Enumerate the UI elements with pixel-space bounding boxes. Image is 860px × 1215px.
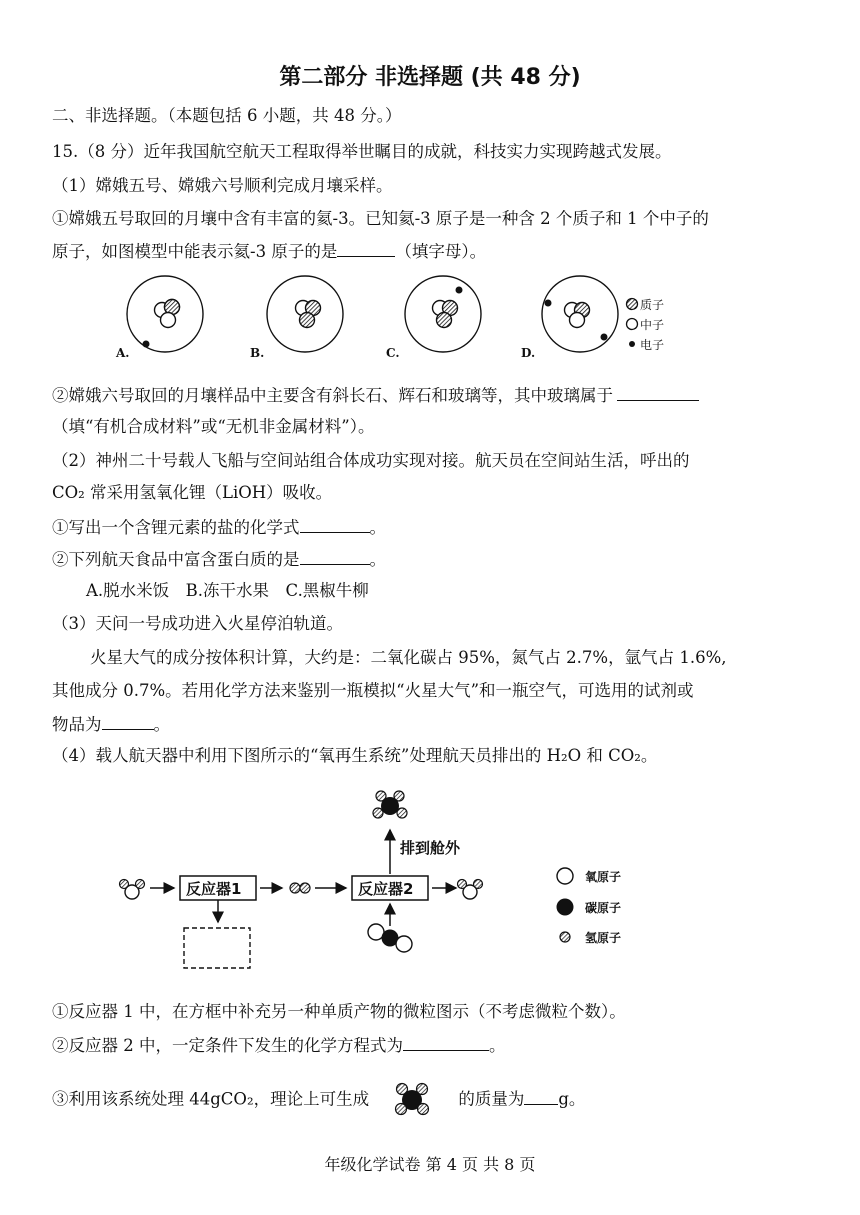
neutron-legend-icon [627, 319, 638, 330]
q15-part4: （4）载人航天器中利用下图所示的“氧再生系统”处理航天员排出的 H₂O 和 CO₂。 [52, 746, 658, 765]
electron-legend-label: 电子 [640, 338, 665, 352]
hydrogen-atom-legend-label: 氢原子 [585, 931, 622, 945]
carbon-dioxide-molecule-icon [368, 924, 412, 952]
oxygen-atom-legend-icon [557, 868, 573, 884]
q15-part3-line3-text: 物品为 [52, 715, 102, 734]
answer-blank[interactable] [524, 1088, 558, 1105]
oxygen-atom-legend-label: 氧原子 [585, 870, 622, 884]
atom-models-figure [110, 268, 710, 368]
q15-part3: （3）天问一号成功进入火星停泊轨道。 [52, 614, 343, 633]
q15-part2-a-text: ①写出一个含锂元素的盐的化学式 [52, 518, 300, 537]
q15-part4-b: ②反应器 2 中，一定条件下发生的化学方程式为 。 [52, 1036, 506, 1055]
atom-option-d-label: D. [521, 346, 536, 360]
q15-intro: 15.（8 分）近年我国航空航天工程取得举世瞩目的成就，科技实力实现跨越式发展。 [52, 142, 672, 161]
water-product-icon [458, 880, 483, 900]
q15-part2-options: A.脱水米饭 B.冻干水果 C.黑椒牛柳 [86, 581, 369, 600]
q15-part2-b-text: ②下列航天食品中富含蛋白质的是 [52, 550, 300, 569]
answer-blank[interactable] [300, 548, 370, 565]
water-molecule-icon [120, 880, 145, 900]
q15-part4-c [52, 1080, 585, 1120]
q15-part1: （1）嫦娥五号、嫦娥六号顺利完成月壤采样。 [52, 176, 393, 195]
q15-part2-line2: CO₂ 常采用氢氧化锂（LiOH）吸收。 [52, 483, 333, 502]
proton-legend-icon [627, 299, 638, 310]
atom-model-b [267, 276, 343, 352]
atom-model-a [127, 276, 203, 352]
carbon-atom-legend-label: 碳原子 [585, 901, 622, 915]
q15-part1-b-line2: （填“有机合成材料”或“无机非金属材料”）。 [52, 417, 375, 436]
section-heading: 二、非选择题。（本题包括 6 小题，共 48 分。） [52, 106, 402, 125]
q15-part2-b: ②下列航天食品中富含蛋白质的是 。 [52, 550, 386, 569]
q15-part3-line3: 物品为 。 [52, 715, 170, 734]
neutron-legend-label: 中子 [640, 318, 665, 332]
carbon-atom-legend-icon [557, 899, 574, 916]
answer-blank[interactable] [300, 516, 370, 533]
reactor2-label: 反应器2 [358, 880, 414, 898]
q15-part1-a-text: 原子，如图模型中能表示氦-3 原子的是 [52, 242, 338, 261]
q15-part1-b-text: ②嫦娥六号取回的月壤样品中主要含有斜长石、辉石和玻璃等，其中玻璃属于 [52, 386, 613, 405]
methane-molecule-icon [373, 791, 407, 818]
q15-part1-b-line1 [52, 384, 699, 407]
atom-model-c [405, 276, 481, 352]
q15-part4-a: ①反应器 1 中，在方框中补充另一种单质产物的微粒图示（不考虑微粒个数）。 [52, 1002, 626, 1021]
q15-part1-a-suffix: （填字母）。 [395, 242, 487, 261]
answer-drawing-box[interactable] [184, 928, 250, 968]
answer-blank[interactable] [403, 1034, 489, 1051]
q15-part4-c-text: ③利用该系统处理 44gCO₂，理论上可生成 [52, 1089, 370, 1109]
q15-part2-a: ①写出一个含锂元素的盐的化学式 。 [52, 518, 386, 537]
atom-option-a-label: A. [116, 346, 130, 360]
q15-part3-line2: 其他成分 0.7%。若用化学方法来鉴别一瓶模拟“火星大气”和一瓶空气，可选用的试剂或 [52, 681, 694, 700]
q15-part1-a-line1: ①嫦娥五号取回的月壤中含有丰富的氦-3。已知氦-3 原子是一种含 2 个质子和 1 个中子的 [52, 209, 709, 228]
hydrogen-atom-legend-icon [560, 932, 570, 942]
q15-part4-c-unit: g。 [558, 1089, 586, 1109]
atom-option-c-label: C. [386, 346, 400, 360]
methane-molecule-icon [392, 1080, 432, 1120]
atom-model-d [542, 276, 618, 352]
q15-part4-b-text: ②反应器 2 中，一定条件下发生的化学方程式为 [52, 1036, 403, 1055]
answer-blank[interactable] [617, 384, 699, 401]
electron-legend-icon [629, 341, 635, 347]
q15-part1-a-line2 [52, 240, 486, 263]
hydrogen-molecule-icon [290, 883, 310, 893]
q15-part2-line1: （2）神州二十号载人飞船与空间站组合体成功实现对接。航天员在空间站生活，呼出的 [52, 451, 690, 470]
answer-blank[interactable] [102, 713, 154, 730]
q15-part4-c-suffix: 的质量为 [458, 1089, 525, 1109]
page-footer: 年级化学试卷 第 4 页 共 8 页 [324, 1155, 536, 1174]
atom-option-b-label: B. [250, 346, 265, 360]
q15-part3-line1: 火星大气的成分按体积计算，大约是：二氧化碳占 95%，氮气占 2.7%，氩气占 1.6%, [90, 648, 727, 667]
vent-outside-label: 排到舱外 [400, 839, 461, 857]
section-title: 第二部分 非选择题 (共 48 分) [279, 65, 581, 90]
proton-legend-label: 质子 [640, 298, 665, 312]
reactor1-label: 反应器1 [186, 880, 242, 898]
answer-blank[interactable] [337, 240, 395, 257]
